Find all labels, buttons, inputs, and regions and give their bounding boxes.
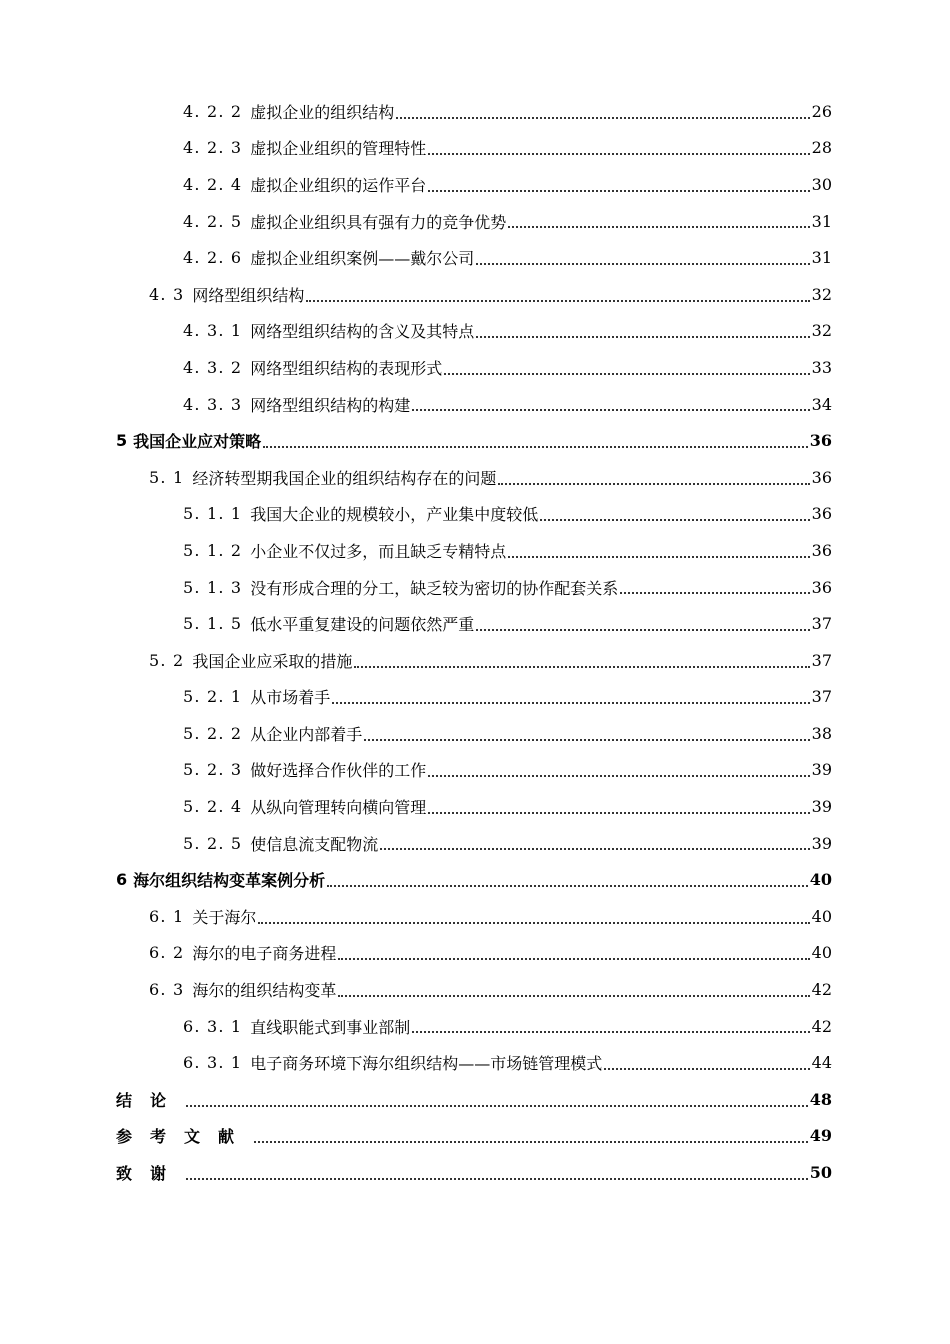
- toc-entry-title: 从企业内部着手: [250, 724, 363, 744]
- toc-entry-number: 6. 3: [149, 980, 185, 1000]
- toc-entry[interactable]: [0, 166, 950, 203]
- toc-entry-title: 虚拟企业组织具有强有力的竞争优势: [250, 212, 507, 232]
- toc-entry-title: 网络型组织结构: [192, 285, 305, 305]
- toc-entry-title: 虚拟企业组织的运作平台: [250, 175, 427, 195]
- toc-entry-page: 34: [811, 394, 832, 414]
- toc-entry-number: 5. 2. 1: [183, 687, 243, 707]
- toc-entry[interactable]: [0, 386, 950, 423]
- toc-entry[interactable]: [0, 898, 950, 935]
- toc-entry[interactable]: [0, 861, 950, 898]
- toc-entry[interactable]: [0, 1154, 950, 1191]
- toc-entry-number: 4. 3. 2: [183, 357, 243, 377]
- dot-leader: [263, 445, 808, 448]
- toc-entry-page: 36: [811, 540, 832, 560]
- toc-entry-page: 49: [809, 1126, 832, 1146]
- toc-entry-title: 虚拟企业组织案例——戴尔公司: [250, 249, 475, 269]
- dot-leader: [476, 335, 809, 338]
- toc-entry-title: 虚拟企业的组织结构: [250, 102, 395, 122]
- toc-entry-page: 31: [811, 211, 832, 231]
- dot-leader: [396, 116, 809, 119]
- toc-entry-page: 42: [811, 1016, 832, 1036]
- toc-entry-title: 低水平重复建设的问题依然严重: [250, 615, 475, 635]
- toc-entry-number: 5. 2. 4: [183, 797, 243, 817]
- toc-entry-number: 4. 2. 5: [183, 211, 243, 231]
- toc-entry-page: 37: [811, 614, 832, 634]
- dot-leader: [476, 262, 809, 265]
- dot-leader: [540, 518, 809, 521]
- toc-entry-title: 虚拟企业组织的管理特性: [250, 139, 427, 159]
- toc-entry-number: 4. 2. 4: [183, 174, 243, 194]
- toc-entry[interactable]: [0, 459, 950, 496]
- toc-entry-page: 36: [811, 504, 832, 524]
- toc-entry-number: 6. 3. 1: [183, 1053, 243, 1073]
- toc-entry-page: 26: [811, 101, 832, 121]
- toc-entry-page: 39: [811, 797, 832, 817]
- toc-entry-title: 经济转型期我国企业的组织结构存在的问题: [192, 468, 497, 488]
- toc-entry-title: 使信息流支配物流: [250, 834, 379, 854]
- dot-leader: [338, 957, 809, 960]
- dot-leader: [327, 884, 808, 887]
- toc-entry-title: 结论: [116, 1090, 185, 1110]
- toc-entry-title: 海尔组织结构变革案例分析: [133, 871, 326, 891]
- toc-entry[interactable]: [0, 1044, 950, 1081]
- toc-entry[interactable]: [0, 93, 950, 130]
- toc-entry[interactable]: [0, 349, 950, 386]
- toc-entry-title: 我国企业应对策略: [133, 432, 262, 452]
- toc-entry[interactable]: [0, 496, 950, 533]
- toc-entry[interactable]: [0, 422, 950, 459]
- dot-leader: [306, 299, 809, 302]
- toc-entry-page: 48: [809, 1089, 832, 1109]
- dot-leader: [412, 408, 809, 411]
- toc-entry-page: 40: [811, 943, 832, 963]
- toc-entry-number: 5. 2. 5: [183, 833, 243, 853]
- table-of-contents: [0, 93, 950, 1191]
- toc-entry[interactable]: [0, 130, 950, 167]
- toc-entry-number: 5. 2. 3: [183, 760, 243, 780]
- toc-entry-number: 5. 1. 1: [183, 504, 243, 524]
- toc-entry-number: 4. 2. 2: [183, 101, 243, 121]
- toc-entry-page: 32: [811, 284, 832, 304]
- toc-entry-title: 我国企业应采取的措施: [192, 651, 353, 671]
- toc-entry[interactable]: [0, 642, 950, 679]
- toc-entry-number: 5: [116, 431, 128, 451]
- dot-leader: [428, 189, 809, 192]
- toc-entry-page: 36: [811, 577, 832, 597]
- dot-leader: [428, 811, 809, 814]
- toc-entry-number: 4. 2. 3: [183, 138, 243, 158]
- toc-entry-number: 5. 1. 5: [183, 614, 243, 634]
- dot-leader: [444, 372, 809, 375]
- toc-entry-page: 28: [811, 138, 832, 158]
- toc-entry-title: 海尔的组织结构变革: [192, 981, 337, 1001]
- dot-leader: [508, 225, 809, 228]
- dot-leader: [186, 1177, 808, 1180]
- toc-entry[interactable]: [0, 239, 950, 276]
- toc-entry-page: 33: [811, 357, 832, 377]
- toc-entry-number: 6: [116, 870, 128, 890]
- toc-entry-number: 5. 2: [149, 650, 185, 670]
- dot-leader: [332, 701, 809, 704]
- toc-entry-title: 网络型组织结构的构建: [250, 395, 411, 415]
- toc-entry[interactable]: [0, 276, 950, 313]
- toc-entry-title: 海尔的电子商务进程: [192, 944, 337, 964]
- toc-entry[interactable]: [0, 313, 950, 350]
- dot-leader: [364, 738, 809, 741]
- toc-entry-title: 直线职能式到事业部制: [250, 1017, 411, 1037]
- toc-entry-page: 30: [811, 174, 832, 194]
- toc-entry-number: 4. 3. 3: [183, 394, 243, 414]
- dot-leader: [254, 1140, 808, 1143]
- dot-leader: [412, 1030, 809, 1033]
- toc-entry[interactable]: [0, 1118, 950, 1155]
- toc-entry-title: 网络型组织结构的含义及其特点: [250, 322, 475, 342]
- toc-entry-page: 50: [809, 1163, 832, 1183]
- toc-entry-page: 38: [811, 723, 832, 743]
- toc-entry-title: 致谢: [116, 1164, 185, 1184]
- toc-entry-number: 6. 1: [149, 906, 185, 926]
- toc-entry[interactable]: [0, 679, 950, 716]
- toc-entry[interactable]: [0, 569, 950, 606]
- dot-leader: [604, 1067, 809, 1070]
- toc-entry[interactable]: [0, 715, 950, 752]
- toc-entry-title: 电子商务环境下海尔组织结构——市场链管理模式: [250, 1054, 603, 1074]
- toc-entry-number: 5. 1. 2: [183, 540, 243, 560]
- toc-entry[interactable]: [0, 532, 950, 569]
- dot-leader: [354, 665, 809, 668]
- dot-leader: [498, 482, 809, 485]
- toc-entry[interactable]: [0, 935, 950, 972]
- dot-leader: [380, 847, 809, 850]
- toc-entry-title: 做好选择合作伙伴的工作: [250, 761, 427, 781]
- toc-entry-page: 32: [811, 321, 832, 341]
- toc-entry-page: 42: [811, 980, 832, 1000]
- dot-leader: [338, 994, 809, 997]
- dot-leader: [186, 1104, 808, 1107]
- toc-entry[interactable]: [0, 971, 950, 1008]
- toc-entry-number: 5. 2. 2: [183, 723, 243, 743]
- toc-entry-page: 40: [811, 906, 832, 926]
- toc-entry-page: 37: [811, 650, 832, 670]
- toc-entry[interactable]: [0, 825, 950, 862]
- toc-entry-page: 44: [811, 1053, 832, 1073]
- toc-entry-number: 4. 3: [149, 284, 185, 304]
- toc-entry-title: 小企业不仅过多，而且缺乏专精特点: [250, 541, 507, 561]
- toc-entry[interactable]: [0, 752, 950, 789]
- toc-entry-title: 参考文献: [116, 1127, 253, 1147]
- toc-entry-page: 36: [809, 431, 832, 451]
- toc-entry-page: 36: [811, 467, 832, 487]
- toc-entry[interactable]: [0, 788, 950, 825]
- dot-leader: [476, 628, 809, 631]
- toc-entry-page: 31: [811, 248, 832, 268]
- toc-entry-page: 37: [811, 687, 832, 707]
- toc-entry-number: 6. 2: [149, 943, 185, 963]
- toc-entry-number: 4. 2. 6: [183, 248, 243, 268]
- toc-entry-page: 39: [811, 760, 832, 780]
- toc-entry-title: 我国大企业的规模较小，产业集中度较低: [250, 505, 539, 525]
- toc-entry[interactable]: [0, 1081, 950, 1118]
- toc-entry-page: 39: [811, 833, 832, 853]
- dot-leader: [508, 555, 809, 558]
- dot-leader: [620, 591, 809, 594]
- toc-entry-title: 从市场着手: [250, 688, 331, 708]
- dot-leader: [428, 152, 809, 155]
- toc-entry-title: 网络型组织结构的表现形式: [250, 358, 443, 378]
- toc-entry-title: 从纵向管理转向横向管理: [250, 798, 427, 818]
- toc-entry-number: 6. 3. 1: [183, 1016, 243, 1036]
- toc-entry[interactable]: [0, 1008, 950, 1045]
- toc-entry-number: 5. 1: [149, 467, 185, 487]
- toc-entry[interactable]: [0, 605, 950, 642]
- toc-entry-title: 关于海尔: [192, 907, 257, 927]
- toc-entry-number: 5. 1. 3: [183, 577, 243, 597]
- toc-entry-title: 没有形成合理的分工，缺乏较为密切的协作配套关系: [250, 578, 619, 598]
- toc-entry-number: 4. 3. 1: [183, 321, 243, 341]
- dot-leader: [428, 774, 809, 777]
- toc-entry[interactable]: [0, 203, 950, 240]
- toc-entry-page: 40: [809, 870, 832, 890]
- dot-leader: [258, 921, 809, 924]
